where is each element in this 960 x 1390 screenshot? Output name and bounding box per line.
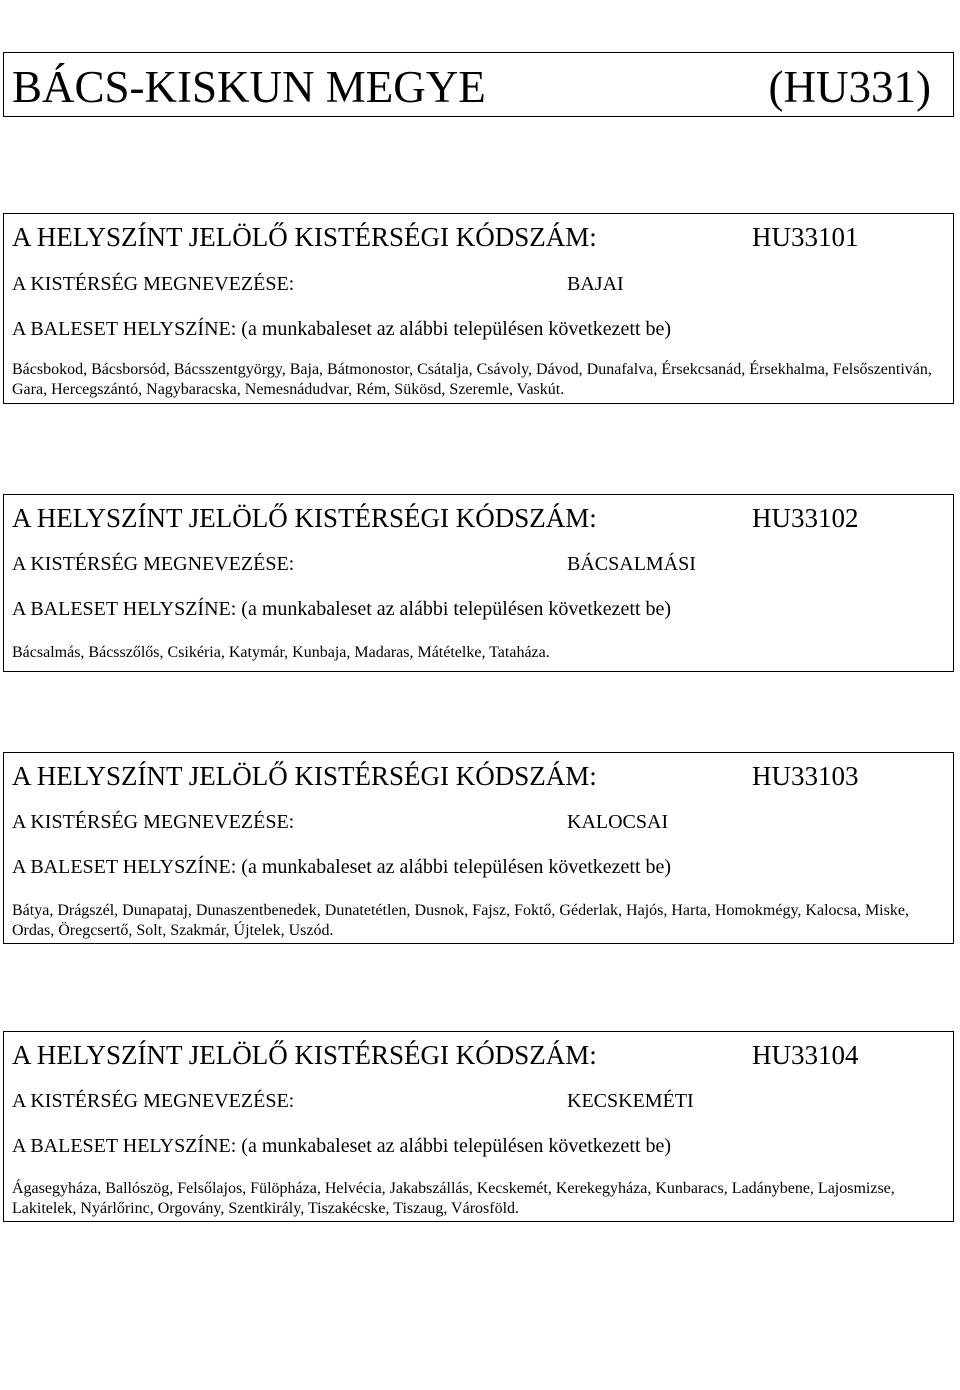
code-label: A HELYSZÍNT JELÖLŐ KISTÉRSÉGI KÓDSZÁM: — [12, 761, 597, 791]
place-label: A BALESET HELYSZÍNE: (a munkabaleset az alábbi településen következett be) — [12, 856, 672, 878]
subregion-name: KALOCSAI — [567, 811, 669, 833]
subregion-name: BÁCSALMÁSI — [567, 553, 696, 575]
subregion-name: BAJAI — [567, 273, 624, 295]
place-list: Bácsbokod, Bácsborsód, Bácsszentgyörgy, Baja, Bátmonostor, Csátalja, Csávoly, Dávod, Dunafalva, Érsekcsanád, Érsekhalma, Felsőszentiván, Gara, Hercegszántó, Nagybaracska, Nemesnádudvar, Rém, Sükösd, Szeremle, Vaskút. — [12, 361, 932, 398]
place-label: A BALESET HELYSZÍNE: (a munkabaleset az alábbi településen következett be) — [12, 598, 672, 620]
code-label: A HELYSZÍNT JELÖLŐ KISTÉRSÉGI KÓDSZÁM: — [12, 1040, 597, 1070]
subregion-section — [3, 752, 954, 944]
subregion-section — [3, 494, 954, 672]
subregion-section — [3, 213, 954, 404]
county-header — [3, 52, 954, 117]
place-list: Bácsalmás, Bácsszőlős, Csikéria, Katymár, Kunbaja, Madaras, Mátételke, Tataháza. — [12, 644, 550, 661]
subregion-code: HU33103 — [752, 761, 859, 791]
name-label: A KISTÉRSÉG MEGNEVEZÉSE: — [12, 1090, 295, 1112]
name-label: A KISTÉRSÉG MEGNEVEZÉSE: — [12, 553, 295, 575]
county-title: BÁCS-KISKUN MEGYE — [12, 62, 486, 112]
subregion-name: KECSKEMÉTI — [567, 1090, 694, 1112]
place-list: Bátya, Drágszél, Dunapataj, Dunaszentbenedek, Dunatetétlen, Dusnok, Fajsz, Foktő, Géderlak, Hajós, Harta, Homokmégy, Kalocsa, Miske, Ordas, Öregcsertő, Solt, Szakmár, Újtelek, Uszód. — [12, 902, 909, 939]
place-label: A BALESET HELYSZÍNE: (a munkabaleset az alábbi településen következett be) — [12, 1135, 672, 1157]
place-label: A BALESET HELYSZÍNE: (a munkabaleset az alábbi településen következett be) — [12, 318, 672, 340]
place-list: Ágasegyháza, Ballószög, Felsőlajos, Fülöpháza, Helvécia, Jakabszállás, Kecskemét, Kerekegyháza, Kunbaracs, Ladánybene, Lajosmizse, Lakitelek, Nyárlőrinc, Orgovány, Szentkirály, Tiszakécske, Tiszaug, Városföld. — [12, 1180, 895, 1217]
name-label: A KISTÉRSÉG MEGNEVEZÉSE: — [12, 811, 295, 833]
subregion-code: HU33104 — [752, 1040, 859, 1070]
name-label: A KISTÉRSÉG MEGNEVEZÉSE: — [12, 273, 295, 295]
subregion-code: HU33101 — [752, 222, 859, 252]
code-label: A HELYSZÍNT JELÖLŐ KISTÉRSÉGI KÓDSZÁM: — [12, 503, 597, 533]
county-code: (HU331) — [768, 62, 931, 112]
subregion-section — [3, 1031, 954, 1222]
code-label: A HELYSZÍNT JELÖLŐ KISTÉRSÉGI KÓDSZÁM: — [12, 222, 597, 252]
subregion-code: HU33102 — [752, 503, 859, 533]
